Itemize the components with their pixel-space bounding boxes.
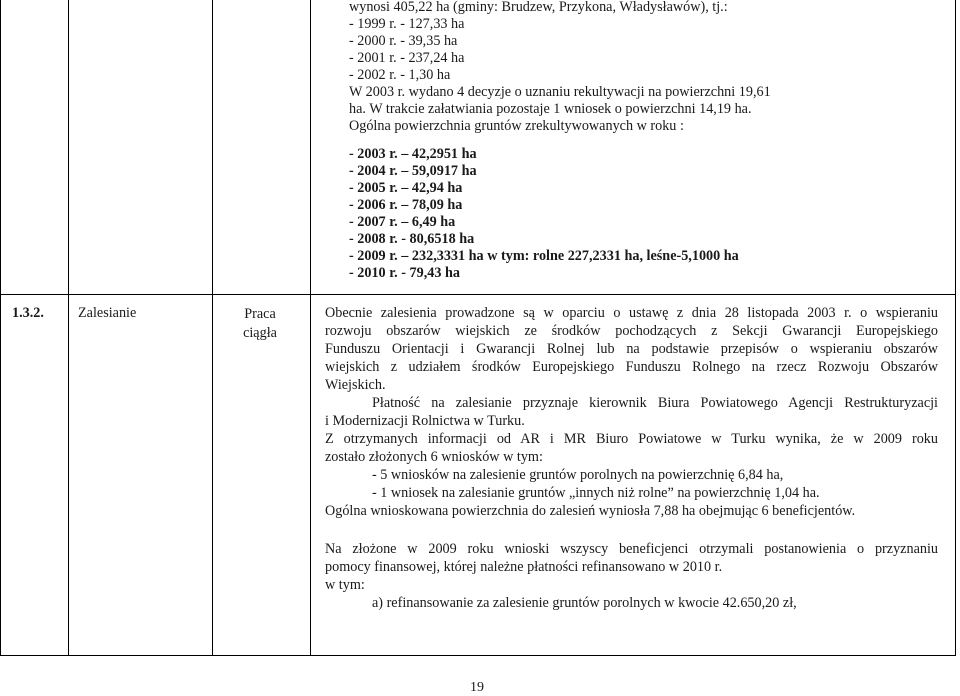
- paragraph-line: rozwoju obszarów wiejskich ze środków pochodzących z Sekcji Gwarancji Europejskiego: [325, 323, 938, 339]
- paragraph-line: Wiejskich.: [325, 377, 386, 393]
- paragraph-line: Na złożone w 2009 roku wnioski wszyscy beneficjenci otrzymali postanowienia o przyznaniu: [325, 541, 938, 557]
- table-divider-number: [68, 0, 69, 655]
- paragraph-line: Ogólna wnioskowana powierzchnia do zalesień wyniosła 7,88 ha obejmując 6 beneficjentów.: [325, 503, 856, 519]
- bold-year-line: - 2005 r. – 42,94 ha: [349, 180, 463, 196]
- paragraph-line: wiejskich z udziałem środków Europejskiego Funduszu Rolnego na rzecz Rozwoju Obszarów: [325, 359, 938, 375]
- text-line: - 2001 r. - 237,24 ha: [349, 50, 465, 66]
- text-line: wynosi 405,22 ha (gminy: Brudzew, Przykona, Władysławów), tj.:: [349, 0, 728, 15]
- text-line: ha. W trakcie załatwiania pozostaje 1 wniosek o powierzchni 14,19 ha.: [349, 101, 752, 117]
- page-number: 19: [470, 680, 484, 695]
- bold-year-line: - 2010 r. - 79,43 ha: [349, 265, 461, 281]
- text-line: - 2000 r. - 39,35 ha: [349, 33, 458, 49]
- paragraph-line: w tym:: [325, 577, 365, 593]
- table-row-separator: [0, 294, 956, 295]
- paragraph-line: pomocy finansowej, której należne płatności refinansowano w 2010 r.: [325, 559, 723, 575]
- bold-year-line: - 2009 r. – 232,3331 ha w tym: rolne 227,2331 ha, leśne-5,1000 ha: [349, 248, 739, 264]
- row-number: 1.3.2.: [12, 305, 44, 321]
- text-line: W 2003 r. wydano 4 decyzje o uznaniu rekultywacji na powierzchni 19,61: [349, 84, 771, 100]
- paragraph-line: i Modernizacji Rolnictwa w Turku.: [325, 413, 525, 429]
- list-item: - 5 wniosków na zalesienie gruntów porolnych na powierzchnię 6,84 ha,: [372, 467, 784, 483]
- row-type: [222, 305, 298, 343]
- text-line: - 2002 r. - 1,30 ha: [349, 67, 451, 83]
- paragraph-line: Funduszu Orientacji i Gwarancji Rolnej lub na podstawie przepisów o wspieraniu obszarów: [325, 341, 938, 357]
- row-type-line: Praca: [244, 306, 276, 322]
- list-item: - 1 wniosek na zalesianie gruntów „innych niż rolne” na powierzchnię 1,04 ha.: [372, 485, 820, 501]
- paragraph-line: Obecnie zalesienia prowadzone są w oparciu o ustawę z dnia 28 listopada 2003 r. o wspieraniu: [325, 305, 938, 321]
- table-divider-type: [310, 0, 311, 655]
- table-divider-name: [212, 0, 213, 655]
- bold-year-line: - 2008 r. - 80,6518 ha: [349, 231, 475, 247]
- table-border-right: [955, 0, 956, 655]
- paragraph-line: Płatność na zalesianie przyznaje kierownik Biura Powiatowego Agencji Restrukturyzacji: [372, 395, 938, 411]
- row-type-line: ciągła: [243, 325, 277, 341]
- paragraph-line: Z otrzymanych informacji od AR i MR Biuro Powiatowe w Turku wynika, że w 2009 roku: [325, 431, 938, 447]
- paragraph-line: zostało złożonych 6 wniosków w tym:: [325, 449, 543, 465]
- table-border-bottom: [0, 655, 956, 656]
- row-name: Zalesianie: [78, 305, 137, 321]
- bold-year-line: - 2007 r. – 6,49 ha: [349, 214, 456, 230]
- text-line: - 1999 r. - 127,33 ha: [349, 16, 465, 32]
- table-border-left: [0, 0, 1, 655]
- list-item: a) refinansowanie za zalesienie gruntów porolnych w kwocie 42.650,20 zł,: [372, 595, 797, 611]
- bold-year-line: - 2006 r. – 78,09 ha: [349, 197, 463, 213]
- text-line: Ogólna powierzchnia gruntów zrekultywowanych w roku :: [349, 118, 684, 134]
- bold-year-line: - 2003 r. – 42,2951 ha: [349, 146, 477, 162]
- bold-year-line: - 2004 r. – 59,0917 ha: [349, 163, 477, 179]
